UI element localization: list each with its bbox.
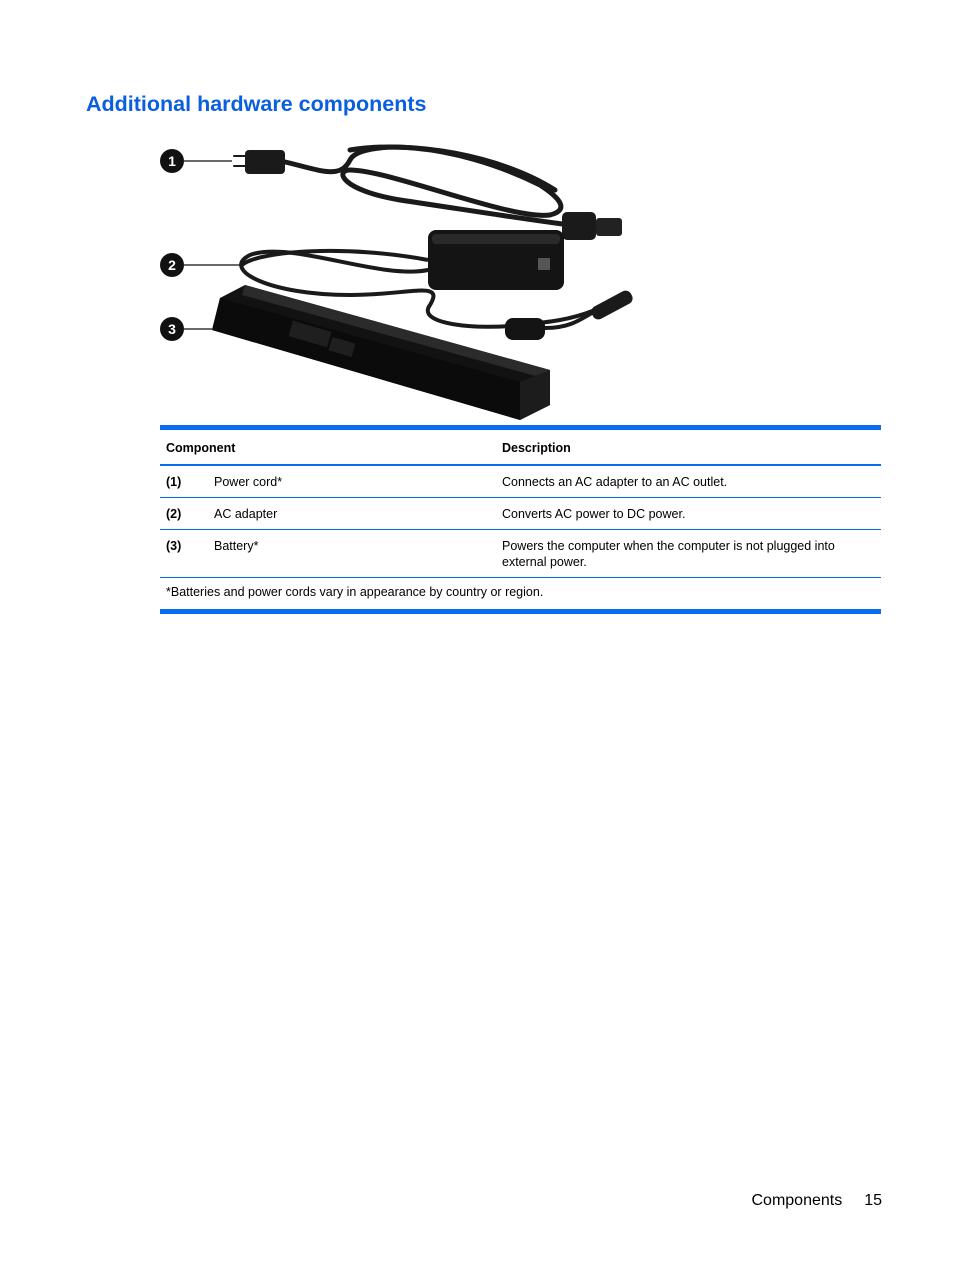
row-number: (1): [160, 465, 208, 498]
row-component: Power cord*: [208, 465, 496, 498]
description-column-header: Description: [496, 428, 881, 466]
row-description: Connects an AC adapter to an AC outlet.: [496, 465, 881, 498]
callout-2: [160, 253, 242, 277]
page-title: Additional hardware components: [86, 92, 427, 116]
battery-icon: [212, 285, 550, 420]
table-row: [160, 530, 881, 578]
table-header-row: [160, 428, 881, 466]
row-number: (2): [160, 498, 208, 530]
table-row: [160, 465, 881, 498]
callout-1-label: 1: [168, 153, 176, 169]
power-cord-icon: [234, 147, 622, 240]
callout-1: [160, 149, 232, 173]
footer-section-name: Components: [751, 1192, 843, 1209]
row-component: Battery*: [208, 530, 496, 578]
page-footer: [751, 1192, 882, 1210]
row-description: Converts AC power to DC power.: [496, 498, 881, 530]
table-row: [160, 498, 881, 530]
row-description: Powers the computer when the computer is not plugged into external power.: [496, 530, 881, 578]
callout-3: [160, 317, 212, 341]
footer-page-number: 15: [864, 1192, 882, 1209]
table-footnote: *Batteries and power cords vary in appearance by country or region.: [160, 578, 881, 612]
callout-3-label: 3: [168, 321, 176, 337]
hardware-components-illustration: [150, 130, 650, 430]
components-table-container: [160, 425, 881, 614]
row-component: AC adapter: [208, 498, 496, 530]
table-footnote-row: [160, 578, 881, 612]
components-table: [160, 425, 881, 614]
callout-2-label: 2: [168, 257, 176, 273]
row-number: (3): [160, 530, 208, 578]
component-column-header: Component: [160, 428, 496, 466]
